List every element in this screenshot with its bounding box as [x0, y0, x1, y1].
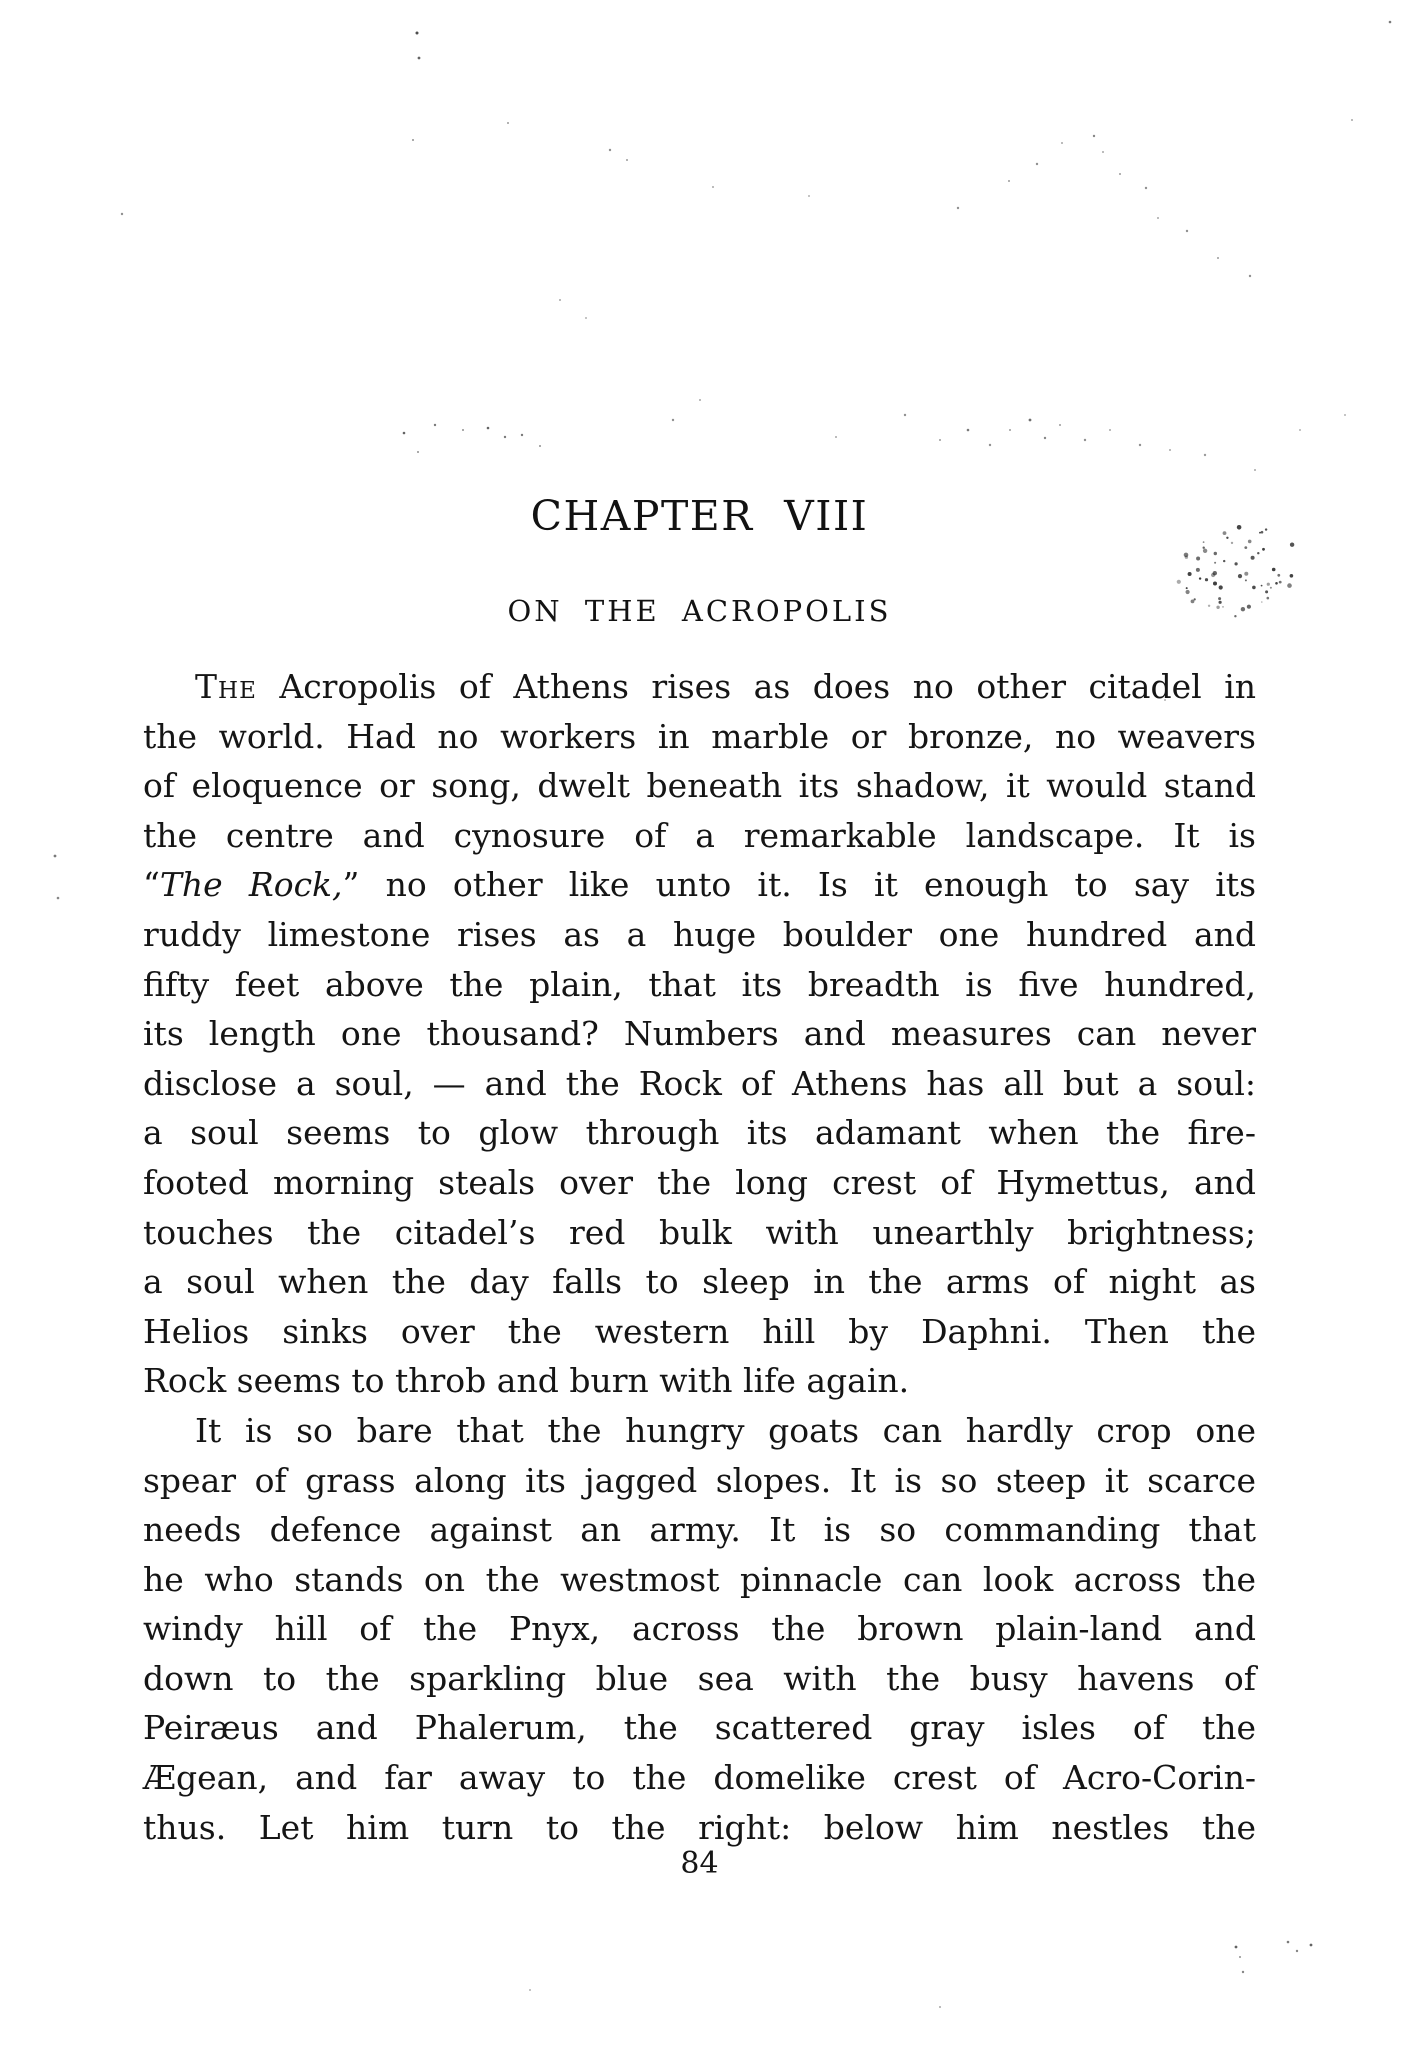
text-segment: spear of grass along its jagged slopes. It is so steep it scarce: [143, 1460, 1256, 1500]
text-line: [143, 910, 1256, 960]
text-segment: thus. Let him turn to the right: below him nestles the: [143, 1807, 1256, 1847]
text-segment: he who stands on the westmost pinnacle can look across the: [143, 1559, 1256, 1599]
text-line: [143, 1456, 1256, 1506]
text-line: [143, 1753, 1256, 1803]
text-line: [143, 1158, 1256, 1208]
text-segment: ” no other like unto it. Is it enough to say its: [342, 865, 1257, 905]
text-line: [143, 1555, 1256, 1605]
text-line: [143, 761, 1256, 811]
body-text: [143, 662, 1256, 1852]
text-segment: fifty feet above the plain, that its breadth is five hundred,: [143, 964, 1256, 1004]
text-line: [143, 1208, 1256, 1258]
text-segment: the world. Had no workers in marble or bronze, no weavers: [143, 716, 1256, 756]
text-segment: its length one thousand? Numbers and measures can never: [143, 1014, 1256, 1054]
text-segment: touches the citadel’s red bulk with unearthly brightness;: [143, 1212, 1256, 1252]
paragraph: [143, 1406, 1256, 1852]
chapter-heading: CHAPTER VIII: [530, 492, 869, 540]
text-segment: It is so bare that the hungry goats can hardly crop one: [195, 1410, 1256, 1450]
text-segment: disclose a soul, — and the Rock of Athens has all but a soul:: [143, 1063, 1256, 1103]
paragraph: [143, 662, 1256, 1406]
text-line: [143, 712, 1256, 762]
text-line: [143, 1307, 1256, 1357]
text-segment: needs defence against an army. It is so commanding that: [143, 1510, 1256, 1550]
text-segment: a soul when the day falls to sleep in the arms of night as: [143, 1262, 1256, 1302]
text-segment: of eloquence or song, dwelt beneath its shadow, it would stand: [143, 766, 1256, 806]
text-segment: Peiræus and Phalerum, the scattered gray isles of the: [143, 1708, 1256, 1748]
text-line: [143, 1257, 1256, 1307]
text-segment: “: [143, 865, 160, 905]
text-segment: footed morning steals over the long crest of Hymettus, and: [143, 1162, 1256, 1202]
smallcaps-text: The: [195, 667, 257, 706]
text-segment: windy hill of the Pnyx, across the brown plain-land and: [143, 1609, 1256, 1649]
italic-text: The Rock,: [159, 865, 343, 905]
text-line: [143, 1505, 1256, 1555]
text-segment: Rock seems to throb and burn with life again.: [143, 1361, 910, 1401]
page-number: 84: [680, 1846, 719, 1881]
text-segment: the centre and cynosure of a remarkable landscape. It is: [143, 815, 1256, 855]
text-line: [143, 1108, 1256, 1158]
text-line: [143, 1406, 1256, 1456]
text-line: [143, 860, 1256, 910]
text-segment: Acropolis of Athens rises as does no other citadel in: [256, 667, 1256, 706]
text-line: [143, 1604, 1256, 1654]
text-line: [143, 1009, 1256, 1059]
text-line: [143, 811, 1256, 861]
text-segment: ruddy limestone rises as a huge boulder one hundred and: [143, 914, 1256, 954]
text-segment: Helios sinks over the western hill by Daphni. Then the: [143, 1311, 1256, 1351]
text-segment: a soul seems to glow through its adamant when the fire-: [143, 1113, 1256, 1153]
text-line: [143, 1059, 1256, 1109]
text-segment: Ægean, and far away to the domelike crest of Acro-Corin-: [143, 1758, 1256, 1798]
text-line: [143, 1703, 1256, 1753]
text-line: [143, 1356, 1256, 1406]
text-segment: down to the sparkling blue sea with the busy havens of: [143, 1658, 1256, 1698]
text-line: [143, 960, 1256, 1010]
text-line: [143, 1654, 1256, 1704]
text-line: [143, 1803, 1256, 1853]
section-heading: ON THE ACROPOLIS: [507, 594, 892, 628]
text-line: [143, 662, 1256, 712]
